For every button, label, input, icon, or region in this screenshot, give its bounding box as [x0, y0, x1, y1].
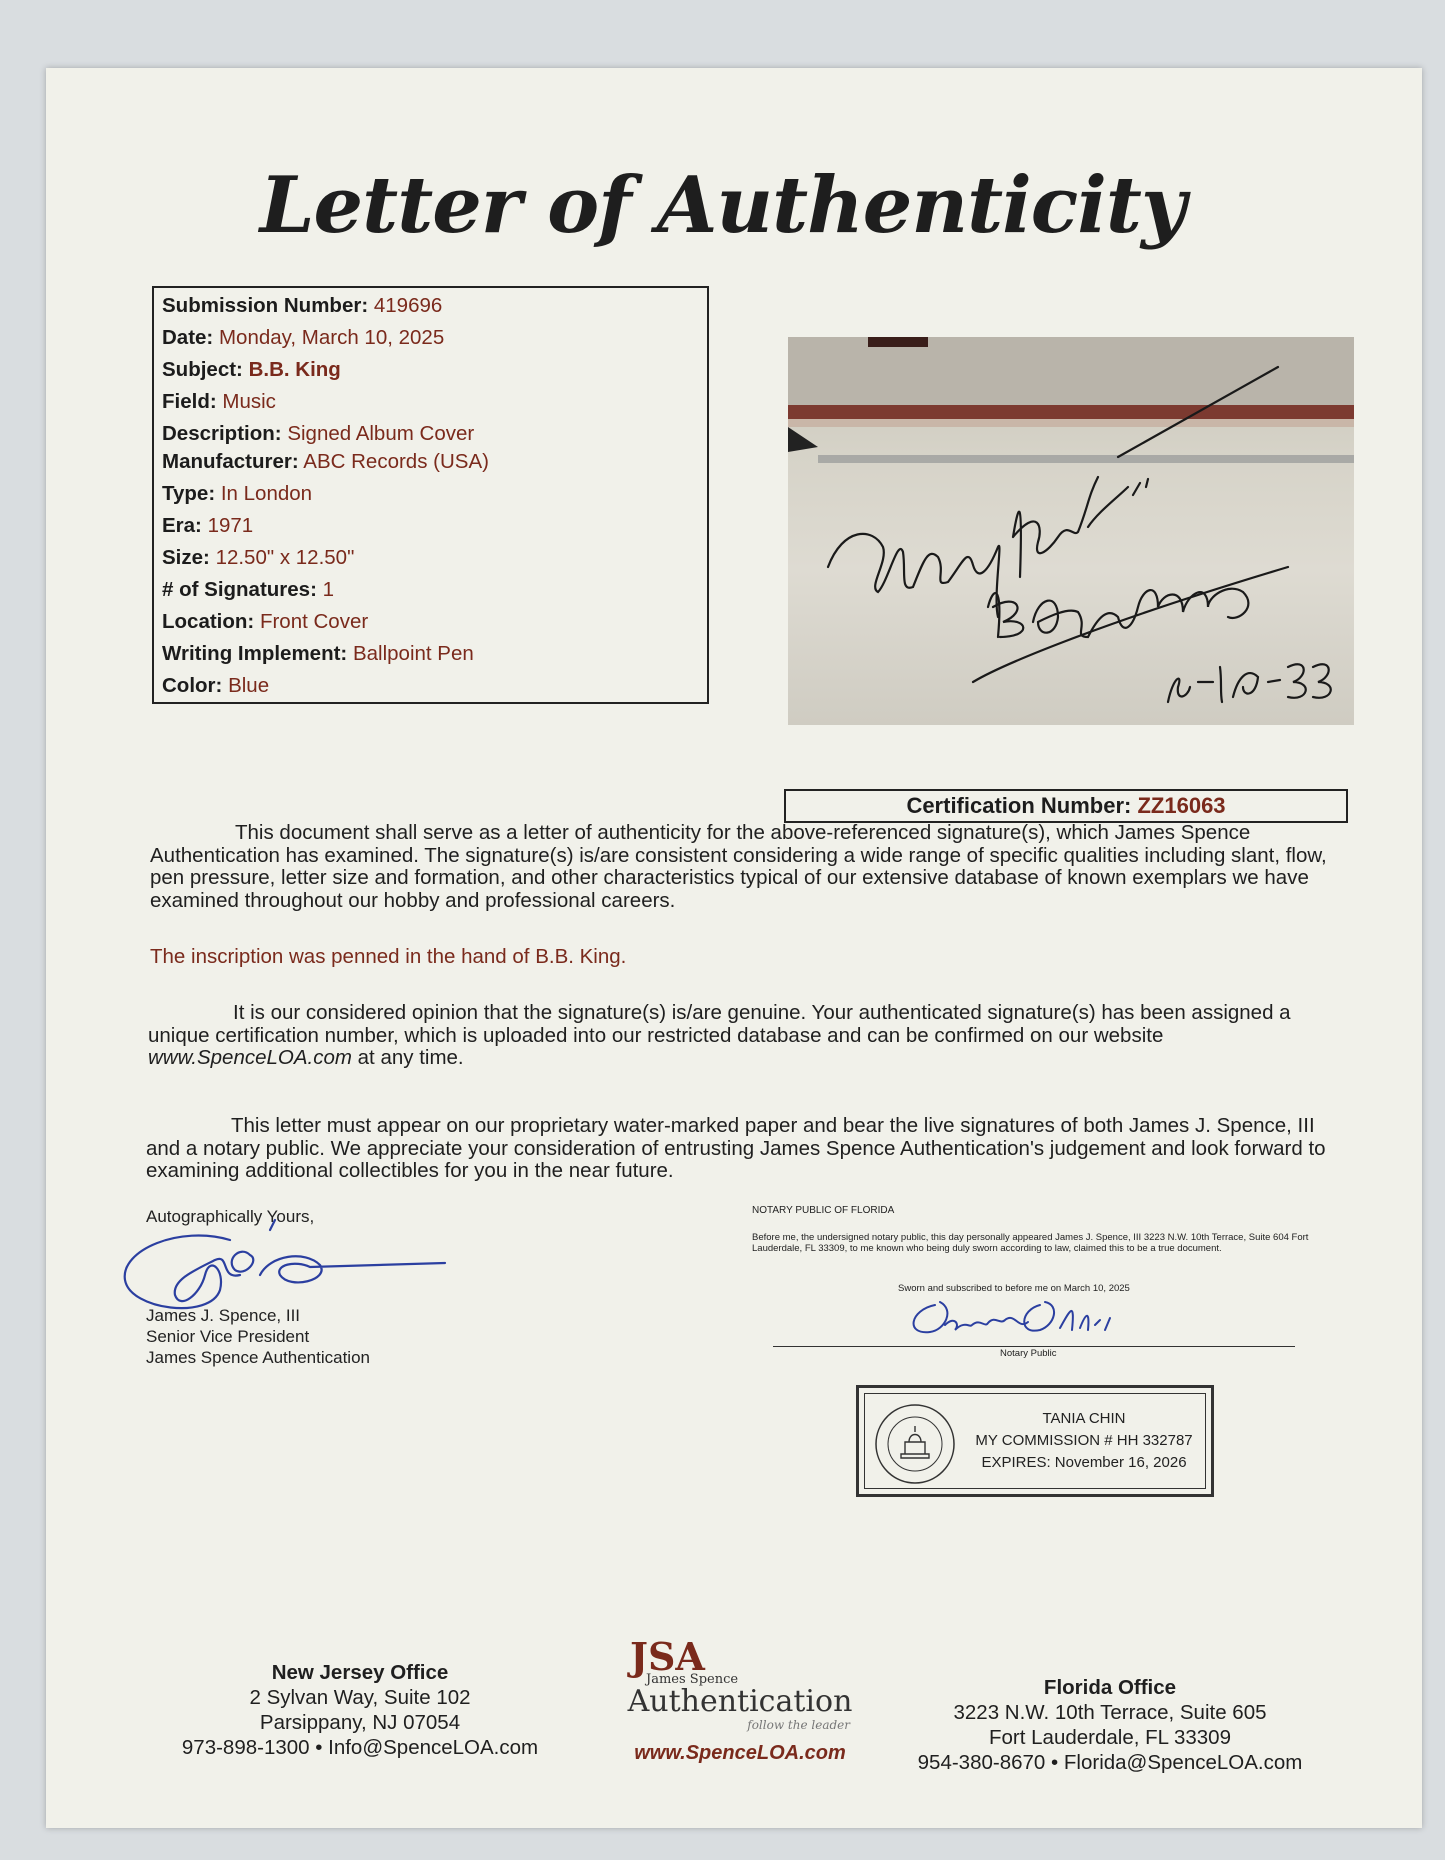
notary-commission: MY COMMISSION # HH 332787	[975, 1432, 1193, 1449]
info-row-field	[162, 386, 699, 418]
signed-item-photo	[788, 337, 1354, 725]
info-label: Manufacturer:	[162, 450, 299, 473]
certification-label: Certification Number:	[906, 793, 1132, 818]
website-link[interactable]: www.SpenceLOA.com	[148, 1046, 352, 1069]
nj-office-line1: 2 Sylvan Way, Suite 102	[249, 1686, 471, 1709]
nj-office-heading: New Jersey Office	[271, 1661, 449, 1684]
signer-company: James Spence Authentication	[146, 1348, 370, 1367]
signer-name: James J. Spence, III	[146, 1306, 301, 1325]
notary-stamp	[856, 1385, 1214, 1497]
logo-sub: James Spence	[646, 1672, 739, 1687]
info-row-era	[162, 510, 699, 542]
stamp-text	[969, 1408, 1199, 1474]
info-row-type	[162, 478, 699, 510]
state-seal-icon	[873, 1402, 957, 1486]
info-row-size	[162, 542, 699, 574]
info-label: Subject:	[162, 358, 243, 381]
info-value: 1971	[207, 514, 254, 537]
info-label: Type:	[162, 482, 216, 505]
info-label: Field:	[162, 390, 217, 413]
notary-sworn: Sworn and subscribed to before me on March 10, 2025	[898, 1283, 1130, 1294]
fl-office-contact: 954-380-8670 • Florida@SpenceLOA.com	[917, 1751, 1303, 1774]
info-value: Signed Album Cover	[287, 422, 475, 445]
submission-info-box	[152, 286, 709, 704]
info-label: Description:	[162, 422, 282, 445]
info-label: Location:	[162, 610, 255, 633]
logo-tagline: follow the leader	[747, 1718, 850, 1732]
info-row-location	[162, 606, 699, 638]
info-row-color	[162, 670, 699, 702]
nj-office-contact: 973-898-1300 • Info@SpenceLOA.com	[181, 1736, 539, 1759]
info-label: Submission Number:	[162, 294, 369, 317]
body-text: at any time.	[351, 1046, 464, 1069]
info-value: Monday, March 10, 2025	[218, 326, 445, 349]
body-paragraph-1: This document shall serve as a letter of authenticity for the above-referenced signature(s), which James Spence Authentication has examined. The signature(s) is/are consistent considering a wide range of specific qualities including slant, flow, pen pressure, letter size and formation, and other characteristics typical of our extensive database of known exemplars we have examined throughout our hobby and professional careers.	[150, 821, 1327, 912]
notary-expires: EXPIRES: November 16, 2026	[981, 1454, 1187, 1471]
info-row-subject	[162, 354, 699, 386]
info-value: B.B. King	[248, 358, 341, 381]
info-row-date	[162, 322, 699, 354]
page-title: Letter of Authenticity	[259, 160, 1186, 251]
notary-signature	[900, 1290, 1140, 1346]
info-value: 12.50" x 12.50"	[215, 546, 355, 569]
logo-mark: JSA	[630, 1634, 705, 1679]
info-value: Front Cover	[259, 610, 369, 633]
nj-office-line2: Parsippany, NJ 07054	[259, 1711, 461, 1734]
fl-office	[880, 1675, 1340, 1775]
info-value: In London	[220, 482, 313, 505]
notary-caption: Notary Public	[1000, 1348, 1057, 1359]
info-label: # of Signatures:	[162, 578, 317, 601]
info-row-manufacturer	[162, 446, 699, 478]
logo-url[interactable]: www.SpenceLOA.com	[634, 1742, 846, 1764]
info-row-writing-implement	[162, 638, 699, 670]
fl-office-line1: 3223 N.W. 10th Terrace, Suite 605	[953, 1701, 1267, 1724]
logo-word: Authentication	[627, 1684, 853, 1719]
certification-number-box	[784, 789, 1348, 823]
info-row-signatures	[162, 574, 699, 606]
info-value: 1	[322, 578, 335, 601]
jsa-logo	[610, 1634, 870, 1765]
fl-office-heading: Florida Office	[1043, 1676, 1177, 1699]
fl-office-line2: Fort Lauderdale, FL 33309	[989, 1726, 1231, 1749]
body-paragraph-4: This letter must appear on our proprietary water-marked paper and bear the live signatures of both James J. Spence, III and a notary public. We appreciate your consideration of entrusting James Spence Authentication's judgement and look forward to examining additional collectibles for you in the near future.	[146, 1114, 1326, 1182]
info-value: Ballpoint Pen	[352, 642, 474, 665]
body-text: It is our considered opinion that the signature(s) is/are genuine. Your authenticated signature(s) has been assigned a unique certification number, which is uploaded into our restricted database and can be confirmed on our website	[148, 1001, 1291, 1047]
notary-name: TANIA CHIN	[1042, 1410, 1126, 1427]
info-value: Blue	[228, 674, 270, 697]
certification-value: ZZ16063	[1137, 793, 1226, 818]
notary-heading: NOTARY PUBLIC OF FLORIDA	[752, 1205, 895, 1216]
nj-office	[150, 1660, 570, 1760]
info-value: Music	[222, 390, 276, 413]
info-row-submission	[162, 290, 699, 322]
info-label: Writing Implement:	[162, 642, 348, 665]
closing: Autographically Yours,	[146, 1207, 315, 1226]
body-paragraph-3	[148, 1002, 1338, 1070]
info-value: ABC Records (USA)	[303, 450, 489, 473]
info-label: Color:	[162, 674, 223, 697]
info-label: Era:	[162, 514, 202, 537]
info-label: Size:	[162, 546, 210, 569]
notary-text: Before me, the undersigned notary public, this day personally appeared James J. Spence, III 3223 N.W. 10th Terrace, Suite 604 Fort Lauderdale, FL 33309, to me known who being duly sworn according to law, claimed this to be a true document.	[752, 1232, 1309, 1254]
body-paragraph-2: The inscription was penned in the hand of B.B. King.	[150, 945, 627, 968]
signer-title: Senior Vice President	[146, 1327, 310, 1346]
autograph-image	[788, 337, 1354, 725]
notary-signature-line	[773, 1346, 1295, 1347]
info-value: 419696	[373, 294, 443, 317]
info-label: Date:	[162, 326, 214, 349]
